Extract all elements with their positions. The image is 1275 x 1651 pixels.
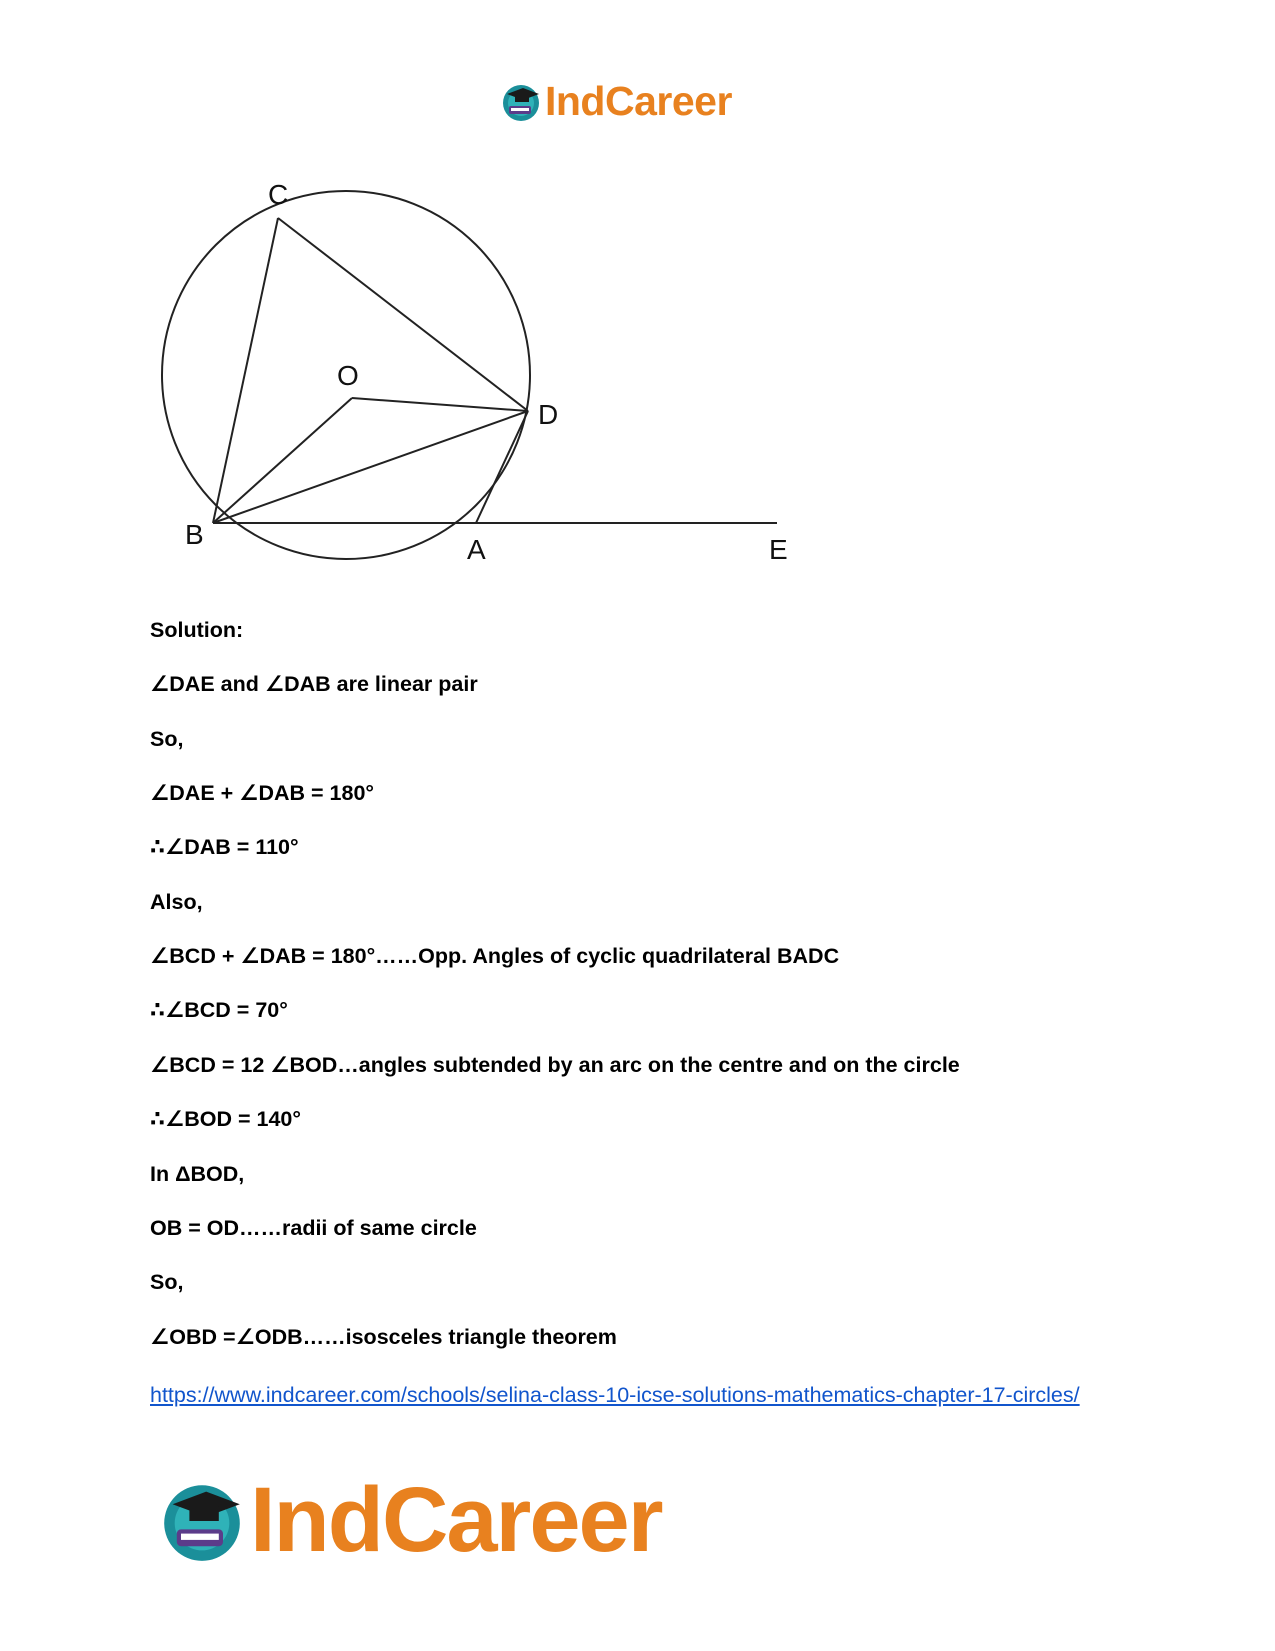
logo-text: IndCareer [250,1469,662,1571]
label-a: A [467,534,486,565]
solution-line: ∠DAE and ∠DAB are linear pair [150,672,478,696]
line-ob [213,398,352,523]
line-od [352,398,528,411]
solution-line: ∴∠BCD = 70° [150,998,288,1022]
line-cd [278,218,528,411]
source-link[interactable]: https://www.indcareer.com/schools/selina-class-10-icse-solutions-mathematics-chapter-17-circles/ [150,1383,1080,1407]
logo-text: IndCareer [545,78,732,124]
line-bd [213,411,528,523]
solution-heading: Solution: [150,618,244,642]
label-b: B [185,519,204,550]
graduation-globe-icon [160,1479,244,1563]
solution-line: ∠BCD + ∠DAB = 180°……Opp. Angles of cyclic quadrilateral BADC [150,944,840,968]
label-c: C [268,179,289,210]
solution-line: So, [150,1270,184,1294]
solution-line: So, [150,727,184,751]
solution-line: OB = OD……radii of same circle [150,1216,477,1240]
solution-line: ∠OBD =∠ODB……isosceles triangle theorem [150,1325,617,1349]
line-ad [476,411,528,523]
circle-diagram [130,170,830,580]
solution-line: ∴∠BOD = 140° [150,1107,301,1131]
label-d: D [538,399,559,430]
solution-line: ∴∠DAB = 110° [150,835,299,859]
solution-line: Also, [150,890,203,914]
solution-line: In ΔBOD, [150,1162,245,1186]
footer-logo[interactable] [160,1468,662,1573]
label-e: E [769,534,788,565]
header-logo[interactable] [501,78,732,125]
graduation-globe-icon [501,82,541,122]
line-cb [213,218,278,523]
solution-line: ∠DAE + ∠DAB = 180° [150,781,374,805]
label-o: O [337,360,359,391]
solution-line: ∠BCD = 12 ∠BOD…angles subtended by an arc on the centre and on the circle [150,1053,960,1077]
